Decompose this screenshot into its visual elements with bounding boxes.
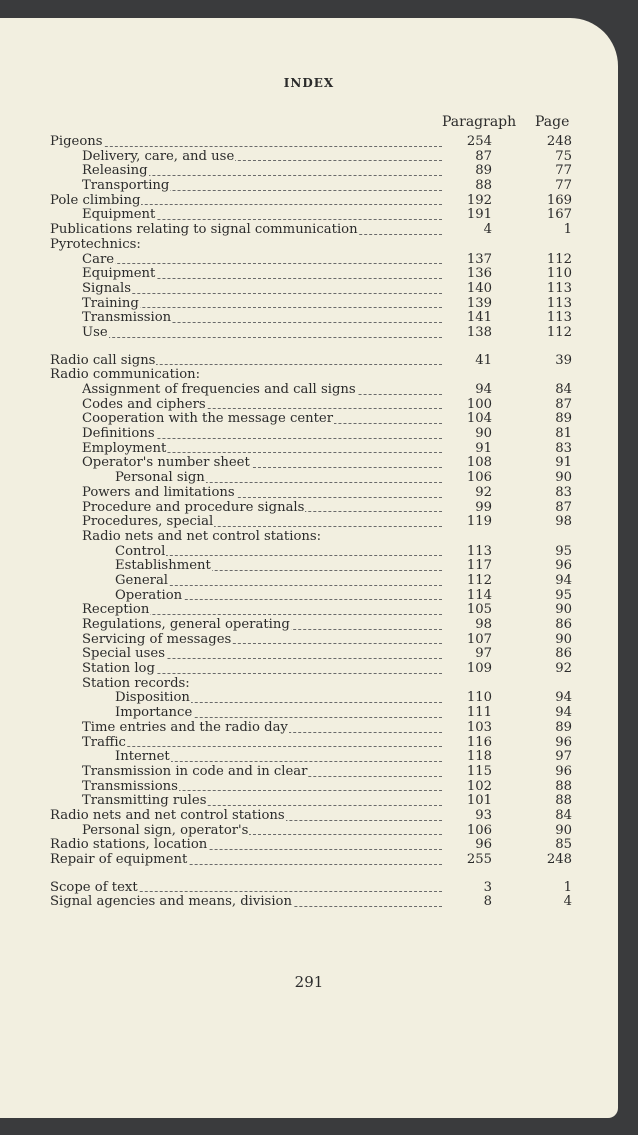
entry-label-cell	[50, 194, 442, 209]
entry-label-cell	[115, 589, 442, 604]
paragraph-number: 141	[466, 310, 492, 326]
index-entry	[0, 809, 618, 824]
page-reference: 89	[555, 719, 572, 735]
index-entry	[0, 603, 618, 618]
entry-label-cell	[82, 150, 442, 165]
paragraph-number: 102	[466, 778, 492, 794]
entry-label: Definitions	[82, 427, 155, 442]
page-reference: 248	[546, 852, 572, 867]
entry-label-cell	[82, 765, 442, 780]
index-entry	[0, 135, 618, 150]
paragraph-number: 109	[466, 661, 492, 677]
entry-label-cell	[82, 486, 442, 501]
index-entry	[0, 282, 618, 297]
paragraph-number: 110	[466, 690, 492, 706]
index-entry	[0, 736, 618, 751]
page-reference: 77	[555, 178, 572, 194]
index-entry	[0, 545, 618, 560]
index-entry	[0, 354, 618, 369]
entry-label: Procedure and procedure signals	[82, 500, 305, 515]
entry-label: Station log	[82, 662, 155, 677]
index-entry	[0, 456, 618, 471]
page-reference: 87	[555, 396, 572, 412]
entry-label-cell	[115, 691, 442, 706]
entry-label-cell	[50, 853, 442, 868]
entry-label: Transmitting rules	[82, 794, 207, 809]
page-reference: 94	[555, 705, 572, 721]
page-reference: 90	[555, 470, 572, 486]
paragraph-number: 100	[466, 396, 492, 412]
page-reference: 113	[546, 310, 572, 326]
paragraph-number: 93	[475, 807, 492, 823]
entry-label: Reception	[82, 603, 150, 618]
entry-label: Personal sign, operator's	[82, 823, 249, 838]
entry-label-cell	[82, 297, 442, 312]
paragraph-number: 255	[466, 852, 492, 867]
page-reference: 167	[546, 207, 572, 223]
entry-label: Transmission in code and in clear	[82, 764, 308, 779]
page-reference: 96	[555, 763, 572, 779]
paragraph-number: 119	[466, 514, 492, 530]
entry-label: Transmission	[82, 311, 172, 326]
paragraph-number: 108	[466, 455, 492, 471]
index-entry	[0, 179, 618, 194]
page-reference: 110	[546, 266, 572, 282]
page-reference: 94	[555, 690, 572, 706]
index-entry	[0, 427, 618, 442]
page-reference: 113	[546, 295, 572, 311]
entry-label: Establishment	[115, 559, 211, 574]
entry-label-cell	[50, 881, 442, 896]
entry-label: Station records:	[82, 676, 190, 691]
paragraph-number: 116	[466, 734, 492, 750]
paragraph-column-header: Paragraph	[442, 114, 517, 130]
entry-label-cell	[82, 442, 442, 457]
entry-label: Employment	[82, 441, 167, 456]
page-reference: 113	[546, 280, 572, 296]
entry-label-cell	[82, 164, 442, 179]
entry-label: Procedures, special	[82, 515, 214, 530]
index-entry	[0, 633, 618, 648]
paragraph-number: 138	[466, 324, 492, 340]
page-reference: 85	[555, 837, 572, 853]
index-entry	[0, 238, 618, 253]
index-entry	[0, 297, 618, 312]
paragraph-number: 112	[466, 572, 492, 588]
index-entry	[0, 471, 618, 486]
paragraph-number: 97	[475, 646, 492, 662]
entry-label-cell	[82, 824, 442, 839]
index-entry	[0, 691, 618, 706]
paragraph-number: 88	[475, 178, 492, 194]
index-entry	[0, 311, 618, 326]
paragraph-number: 106	[466, 822, 492, 838]
paragraph-number: 98	[475, 617, 492, 632]
entry-label: Codes and ciphers	[82, 397, 206, 412]
page-reference: 77	[555, 163, 572, 179]
paragraph-number: 113	[466, 543, 492, 559]
entry-label-cell	[50, 838, 442, 853]
entry-label-cell	[82, 282, 442, 297]
entry-label: Radio nets and net control stations	[50, 808, 285, 823]
index-entry	[0, 326, 618, 341]
page-reference: 89	[555, 411, 572, 427]
leader-dots	[82, 337, 442, 338]
page-reference: 112	[546, 324, 572, 340]
entry-label: Cooperation with the message center	[82, 412, 334, 427]
paragraph-number: 87	[475, 148, 492, 164]
entry-label-cell	[82, 618, 442, 633]
entry-label-cell	[82, 677, 442, 692]
index-entry	[0, 150, 618, 165]
page-reference: 90	[555, 602, 572, 618]
page-reference: 90	[555, 631, 572, 647]
entry-label-cell	[115, 471, 442, 486]
paragraph-number: 103	[466, 719, 492, 735]
paragraph-number: 94	[475, 382, 492, 397]
paragraph-number: 114	[466, 587, 492, 603]
page-reference: 81	[555, 426, 572, 442]
paragraph-number: 92	[475, 484, 492, 500]
page-title: INDEX	[283, 76, 335, 90]
paragraph-number: 254	[466, 134, 492, 149]
entry-label-cell	[82, 780, 442, 795]
entry-label: Use	[82, 325, 108, 340]
index-entry	[0, 574, 618, 589]
index-entry	[0, 853, 618, 868]
entry-label: Radio call signs	[50, 353, 156, 368]
entry-label: Control	[115, 544, 166, 559]
entry-label: Regulations, general operating	[82, 618, 290, 632]
entry-label-cell	[82, 383, 442, 398]
paragraph-number: 107	[466, 631, 492, 647]
index-entry	[0, 750, 618, 765]
leader-dots	[82, 293, 442, 294]
page-reference: 84	[555, 807, 572, 823]
index-entry	[0, 442, 618, 457]
entry-label-cell	[115, 559, 442, 574]
index-entry	[0, 164, 618, 179]
page-reference: 92	[555, 661, 572, 677]
page-reference: 83	[555, 440, 572, 456]
index-entry	[0, 881, 618, 896]
page-reference: 88	[555, 793, 572, 809]
page-column-header: Page	[535, 114, 570, 130]
index-entry	[0, 677, 618, 692]
entry-label-cell	[115, 706, 442, 721]
page-reference: 84	[555, 382, 572, 397]
entry-label-cell	[82, 501, 442, 516]
paragraph-number: 139	[466, 295, 492, 311]
entry-label: Radio stations, location	[50, 838, 208, 853]
entry-label-cell	[82, 208, 442, 223]
page-reference: 90	[555, 822, 572, 838]
entry-label-cell	[82, 267, 442, 282]
index-entry	[0, 765, 618, 780]
index-entry	[0, 838, 618, 853]
entry-label: Pyrotechnics:	[50, 237, 141, 252]
page-reference: 83	[555, 484, 572, 500]
paragraph-number: 105	[466, 602, 492, 618]
page-reference: 88	[555, 778, 572, 794]
index-entry	[0, 486, 618, 501]
entry-label-cell	[82, 603, 442, 618]
index-page	[0, 18, 618, 1118]
entry-label-cell	[82, 530, 442, 545]
page-reference: 39	[555, 352, 572, 368]
page-reference: 91	[555, 455, 572, 471]
paragraph-number: 192	[466, 192, 492, 208]
entry-label: Time entries and the radio day	[82, 720, 288, 735]
page-reference: 1	[563, 879, 572, 895]
entry-label: Transporting	[82, 179, 170, 194]
index-entry	[0, 794, 618, 809]
page-reference: 96	[555, 558, 572, 574]
page-reference: 86	[555, 617, 572, 632]
index-entry	[0, 895, 618, 910]
entry-label: Servicing of messages	[82, 632, 232, 647]
index-entry	[0, 721, 618, 736]
index-entry	[0, 530, 618, 545]
entry-label-cell	[50, 223, 442, 238]
index-entry	[0, 253, 618, 268]
paragraph-number: 191	[466, 207, 492, 223]
index-entry	[0, 559, 618, 574]
page-reference: 248	[546, 134, 572, 149]
paragraph-number: 8	[483, 894, 492, 910]
page-reference: 98	[555, 514, 572, 530]
index-entries	[0, 135, 618, 910]
index-entry	[0, 368, 618, 383]
entry-label-cell	[50, 895, 442, 910]
paragraph-number: 90	[475, 426, 492, 442]
entry-label: Traffic	[82, 735, 126, 750]
entry-label: Operation	[115, 588, 183, 603]
page-reference: 169	[546, 192, 572, 208]
page-reference: 95	[555, 543, 572, 559]
page-reference: 112	[546, 251, 572, 267]
index-entry	[0, 412, 618, 427]
entry-label-cell	[50, 368, 442, 383]
page-number: 291	[294, 973, 324, 991]
entry-label: Personal sign	[115, 471, 205, 486]
entry-label-cell	[82, 311, 442, 326]
entry-label: Scope of text	[50, 880, 138, 895]
entry-label-cell	[82, 736, 442, 751]
index-entry	[0, 383, 618, 398]
paragraph-number: 140	[466, 280, 492, 296]
paragraph-number: 3	[483, 879, 492, 895]
entry-label: Assignment of frequencies and call signs	[82, 383, 356, 397]
entry-label: Training	[82, 296, 139, 311]
paragraph-number: 4	[483, 222, 492, 238]
leader-dots	[82, 746, 442, 747]
paragraph-number: 115	[466, 763, 492, 779]
index-entry	[0, 662, 618, 677]
paragraph-number: 101	[466, 793, 492, 809]
index-entry	[0, 515, 618, 530]
paragraph-number: 99	[475, 499, 492, 515]
entry-label: Publications relating to signal communication	[50, 223, 358, 238]
page-reference: 86	[555, 646, 572, 662]
page-reference: 96	[555, 734, 572, 750]
page-reference: 87	[555, 499, 572, 515]
entry-label: Special uses	[82, 647, 165, 662]
entry-label: Signal agencies and means, division	[50, 895, 292, 910]
entry-label-cell	[115, 545, 442, 560]
paragraph-number: 136	[466, 266, 492, 282]
entry-label-cell	[82, 662, 442, 677]
entry-label-cell	[82, 721, 442, 736]
index-entry	[0, 706, 618, 721]
entry-label-cell	[82, 253, 442, 268]
entry-label-cell	[82, 179, 442, 194]
entry-label-cell	[82, 647, 442, 662]
index-entry	[0, 780, 618, 795]
entry-label-cell	[50, 135, 442, 150]
page-reference: 97	[555, 749, 572, 765]
entry-label: Pigeons	[50, 135, 103, 149]
paragraph-number: 111	[466, 705, 492, 721]
index-entry	[0, 824, 618, 839]
entry-label-cell	[82, 412, 442, 427]
entry-label: Transmissions	[82, 779, 178, 794]
paragraph-number: 91	[475, 440, 492, 456]
leader-dots	[50, 146, 442, 147]
entry-label-cell	[82, 326, 442, 341]
entry-label-cell	[82, 427, 442, 442]
paragraph-number: 106	[466, 470, 492, 486]
entry-label-cell	[115, 750, 442, 765]
entry-label: Delivery, care, and use	[82, 149, 235, 164]
entry-label-cell	[82, 515, 442, 530]
page-reference: 94	[555, 572, 572, 588]
entry-label: Signals	[82, 281, 132, 296]
paragraph-number: 41	[475, 352, 492, 368]
entry-label: General	[115, 573, 169, 588]
entry-label-cell	[82, 398, 442, 413]
page-reference: 4	[563, 894, 572, 910]
index-entry	[0, 647, 618, 662]
entry-label: Repair of equipment	[50, 853, 188, 867]
entry-label-cell	[50, 809, 442, 824]
entry-label: Radio communication:	[50, 368, 201, 383]
entry-label: Internet	[115, 750, 170, 765]
page-reference: 95	[555, 587, 572, 603]
page-reference: 1	[563, 222, 572, 238]
entry-label-cell	[50, 354, 442, 369]
index-entry	[0, 223, 618, 238]
entry-label-cell	[115, 574, 442, 589]
index-entry	[0, 618, 618, 633]
paragraph-number: 118	[466, 749, 492, 765]
index-entry	[0, 267, 618, 282]
index-entry	[0, 398, 618, 413]
entry-label: Care	[82, 252, 115, 267]
entry-label: Powers and limitations	[82, 485, 235, 500]
index-entry	[0, 208, 618, 223]
paragraph-number: 117	[466, 558, 492, 574]
index-entry	[0, 194, 618, 209]
entry-label-cell	[82, 794, 442, 809]
index-entry	[0, 589, 618, 604]
entry-label: Equipment	[82, 208, 156, 223]
paragraph-number: 96	[475, 837, 492, 853]
paragraph-number: 104	[466, 411, 492, 427]
entry-label-cell	[50, 238, 442, 253]
entry-label: Equipment	[82, 267, 156, 282]
entry-label: Importance	[115, 706, 193, 721]
page-reference: 75	[555, 148, 572, 164]
entry-label: Radio nets and net control stations:	[82, 529, 322, 544]
paragraph-number: 137	[466, 251, 492, 267]
entry-label-cell	[82, 633, 442, 648]
entry-label-cell	[82, 456, 442, 471]
entry-label: Pole climbing	[50, 193, 141, 208]
leader-dots	[82, 263, 442, 264]
index-entry	[0, 501, 618, 516]
entry-label: Disposition	[115, 691, 190, 706]
paragraph-number: 89	[475, 163, 492, 179]
entry-label: Operator's number sheet	[82, 456, 250, 471]
entry-label: Releasing	[82, 164, 148, 179]
